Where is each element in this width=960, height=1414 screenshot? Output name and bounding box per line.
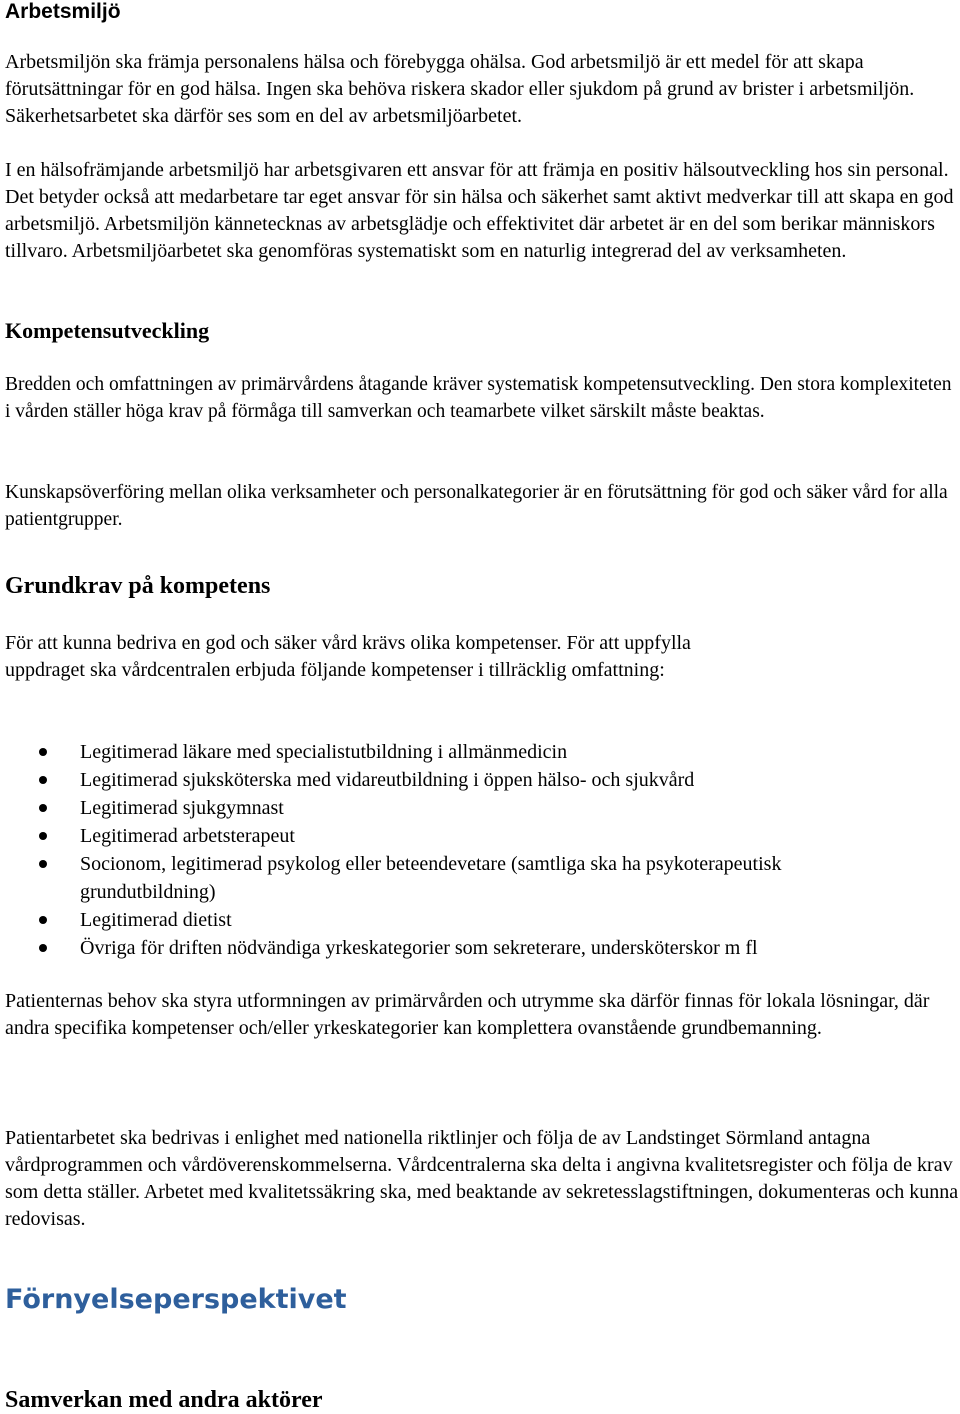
heading-kompetensutveckling: Kompetensutveckling [5,318,210,343]
bullet-icon [39,748,47,756]
paragraph-grundkrav-after-list: Patienternas behov ska styra utformningen av primärvården och utrymme ska därför finnas för lokala lösningar, där andra specifika kompetenser och/eller yrkeskategorier kan komplettera ovanstående grundbemanning. [5,990,930,1039]
list-item: Legitimerad dietist [5,906,960,934]
bullet-icon [39,776,47,784]
competence-list [5,738,960,962]
heading-grundkrav: Grundkrav på kompetens [5,573,271,599]
paragraph-arbetsmiljo-1: Arbetsmiljön ska främja personalens hälsa och förebygga ohälsa. God arbetsmiljö är ett medel för att skapa förutsättningar för en god hälsa. Ingen ska behöva riskera skador eller sjukdom på grund av brister i arbetsmiljön. Säkerhetsarbetet ska därför ses som en del av arbetsmiljöarbetet. [5,51,915,127]
list-item: Legitimerad sjukgymnast [5,794,960,822]
bullet-icon [39,944,47,952]
paragraph-grundkrav-intro: För att kunna bedriva en god och säker vård krävs olika kompetenser. För att uppfylla uppdraget ska vårdcentralen erbjuda följande kompetenser i tillräcklig omfattning: [5,632,691,681]
heading-samverkan: Samverkan med andra aktörer [5,1387,323,1413]
heading-fornyelseperspektivet: Förnyelseperspektivet [5,1284,347,1315]
paragraph-kompetensutveckling-2: Kunskapsöverföring mellan olika verksamheter och personalkategorier är en förutsättning för god och säker vård for alla patientgrupper. [5,482,948,530]
bullet-icon [39,804,47,812]
bullet-icon [39,916,47,924]
bullet-icon [39,832,47,840]
list-item: Socionom, legitimerad psykolog eller beteendevetare (samtliga ska ha psykoterapeutisk grundutbildning) [5,850,960,906]
heading-arbetsmiljo: Arbetsmiljö [5,0,121,23]
list-item: Legitimerad arbetsterapeut [5,822,960,850]
paragraph-arbetsmiljo-2: I en hälsofrämjande arbetsmiljö har arbetsgivaren ett ansvar för att främja en positiv hälsoutveckling hos sin personal. Det betyder också att medarbetare tar eget ansvar för sin hälsa och säkerhet samt aktivt medverkar till att skapa en god arbetsmiljö. Arbetsmiljön kännetecknas av arbetsglädje och effektivitet där arbetet är en del som berikar människors tillvaro. Arbetsmiljöarbetet ska genomföras systematiskt som en naturlig integrerad del av verksamheten. [5,159,954,262]
list-item: Legitimerad sjuksköterska med vidareutbildning i öppen hälso- och sjukvård [5,766,960,794]
paragraph-kompetensutveckling-1: Bredden och omfattningen av primärvårdens åtagande kräver systematisk kompetensutveckling. Den stora komplexiteten i vården ställer höga krav på förmåga till samverkan och teamarbete vilket särskilt måste beaktas. [5,374,952,422]
list-item: Legitimerad läkare med specialistutbildning i allmänmedicin [5,738,960,766]
list-item: Övriga för driften nödvändiga yrkeskategorier som sekreterare, undersköterskor m fl [5,934,960,962]
paragraph-patientarbete: Patientarbetet ska bedrivas i enlighet med nationella riktlinjer och följa de av Landstinget Sörmland antagna vårdprogrammen och vårdöverenskommelserna. Vårdcentralerna ska delta i angivna kvalitetsregister och följa de krav som detta ställer. Arbetet med kvalitetssäkring ska, med beaktande av sekretesslagstiftningen, dokumenteras och kunna redovisas. [5,1127,959,1230]
bullet-icon [39,860,47,868]
